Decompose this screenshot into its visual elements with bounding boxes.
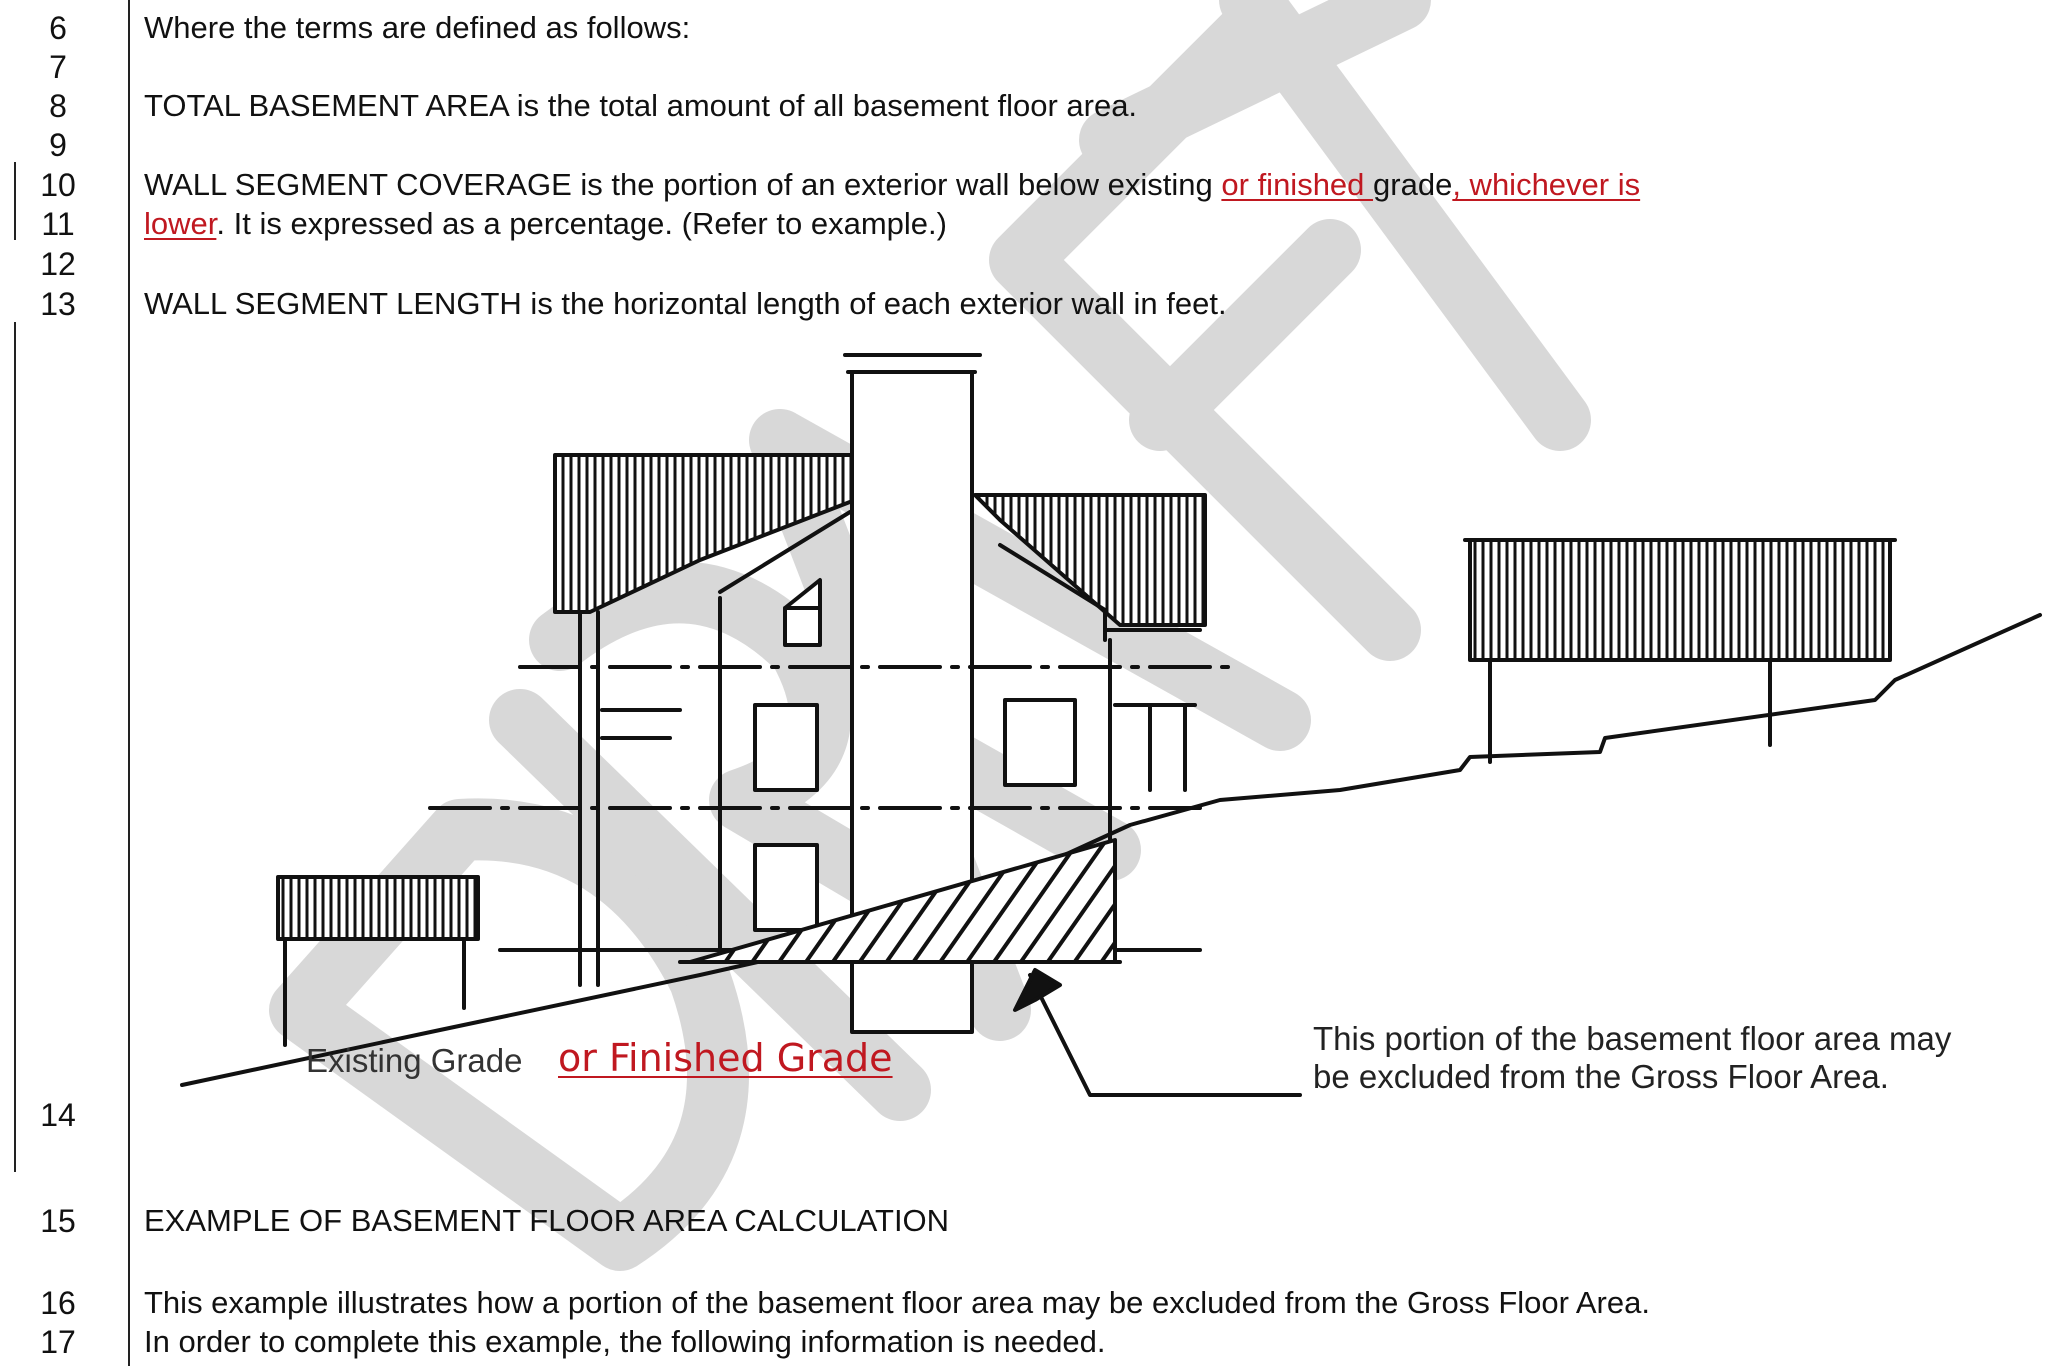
main-roof-right bbox=[975, 495, 1205, 625]
basement-section-drawing bbox=[130, 330, 2048, 1120]
window bbox=[1005, 700, 1075, 785]
inserted-text: or finished bbox=[1221, 167, 1374, 202]
callout-leader bbox=[1030, 975, 1300, 1095]
left-shed-roof bbox=[278, 877, 478, 939]
line-10-text bbox=[144, 166, 1640, 204]
callout-line-1: This portion of the basement floor area may bbox=[1313, 1020, 1952, 1057]
line-10-segment: WALL SEGMENT COVERAGE is the portion of an exterior wall below existing bbox=[144, 167, 1222, 202]
revision-bar bbox=[14, 322, 16, 1172]
callout-arrowhead bbox=[1015, 970, 1060, 1010]
existing-grade-label: Existing Grade bbox=[306, 1042, 523, 1079]
line-13-text: WALL SEGMENT LENGTH is the horizontal length of each exterior wall in feet. bbox=[144, 286, 1227, 321]
line-6-text: Where the terms are defined as follows: bbox=[144, 10, 691, 45]
line-11-segment: . It is expressed as a percentage. (Refer to example.) bbox=[216, 206, 947, 241]
line-10-segment: grade bbox=[1373, 167, 1453, 202]
line-number: 7 bbox=[49, 49, 67, 85]
right-deck-roof bbox=[1470, 540, 1890, 660]
line-number: 17 bbox=[40, 1324, 76, 1360]
line-number: 14 bbox=[40, 1097, 76, 1133]
line-number: 15 bbox=[40, 1203, 76, 1239]
line-number: 16 bbox=[40, 1285, 76, 1321]
line-number: 8 bbox=[49, 88, 67, 124]
line-number: 9 bbox=[49, 127, 67, 163]
inserted-text: , whichever is bbox=[1452, 167, 1641, 202]
line-number: 6 bbox=[49, 10, 67, 46]
line-number: 13 bbox=[40, 286, 76, 322]
line-17-text: In order to complete this example, the following information is needed. bbox=[144, 1324, 1106, 1359]
window bbox=[755, 845, 817, 930]
callout-line-2: be excluded from the Gross Floor Area. bbox=[1313, 1058, 1889, 1095]
line-16-text: This example illustrates how a portion of the basement floor area may be excluded from the Gross Floor Area. bbox=[144, 1285, 1650, 1320]
line-15-heading: EXAMPLE OF BASEMENT FLOOR AREA CALCULATION bbox=[144, 1203, 950, 1238]
line-number: 11 bbox=[41, 206, 75, 242]
line-number: 10 bbox=[40, 167, 76, 203]
line-8-text: TOTAL BASEMENT AREA is the total amount of all basement floor area. bbox=[144, 88, 1138, 123]
window bbox=[602, 710, 680, 738]
window bbox=[755, 705, 817, 790]
inserted-text: lower bbox=[144, 206, 217, 241]
line-11-text bbox=[144, 205, 947, 243]
gable-window bbox=[785, 580, 820, 645]
line-number: 12 bbox=[40, 246, 76, 282]
finished-grade-insert-label: or Finished Grade bbox=[558, 1036, 893, 1080]
revision-bar bbox=[14, 162, 16, 240]
porch-posts bbox=[1115, 705, 1195, 790]
